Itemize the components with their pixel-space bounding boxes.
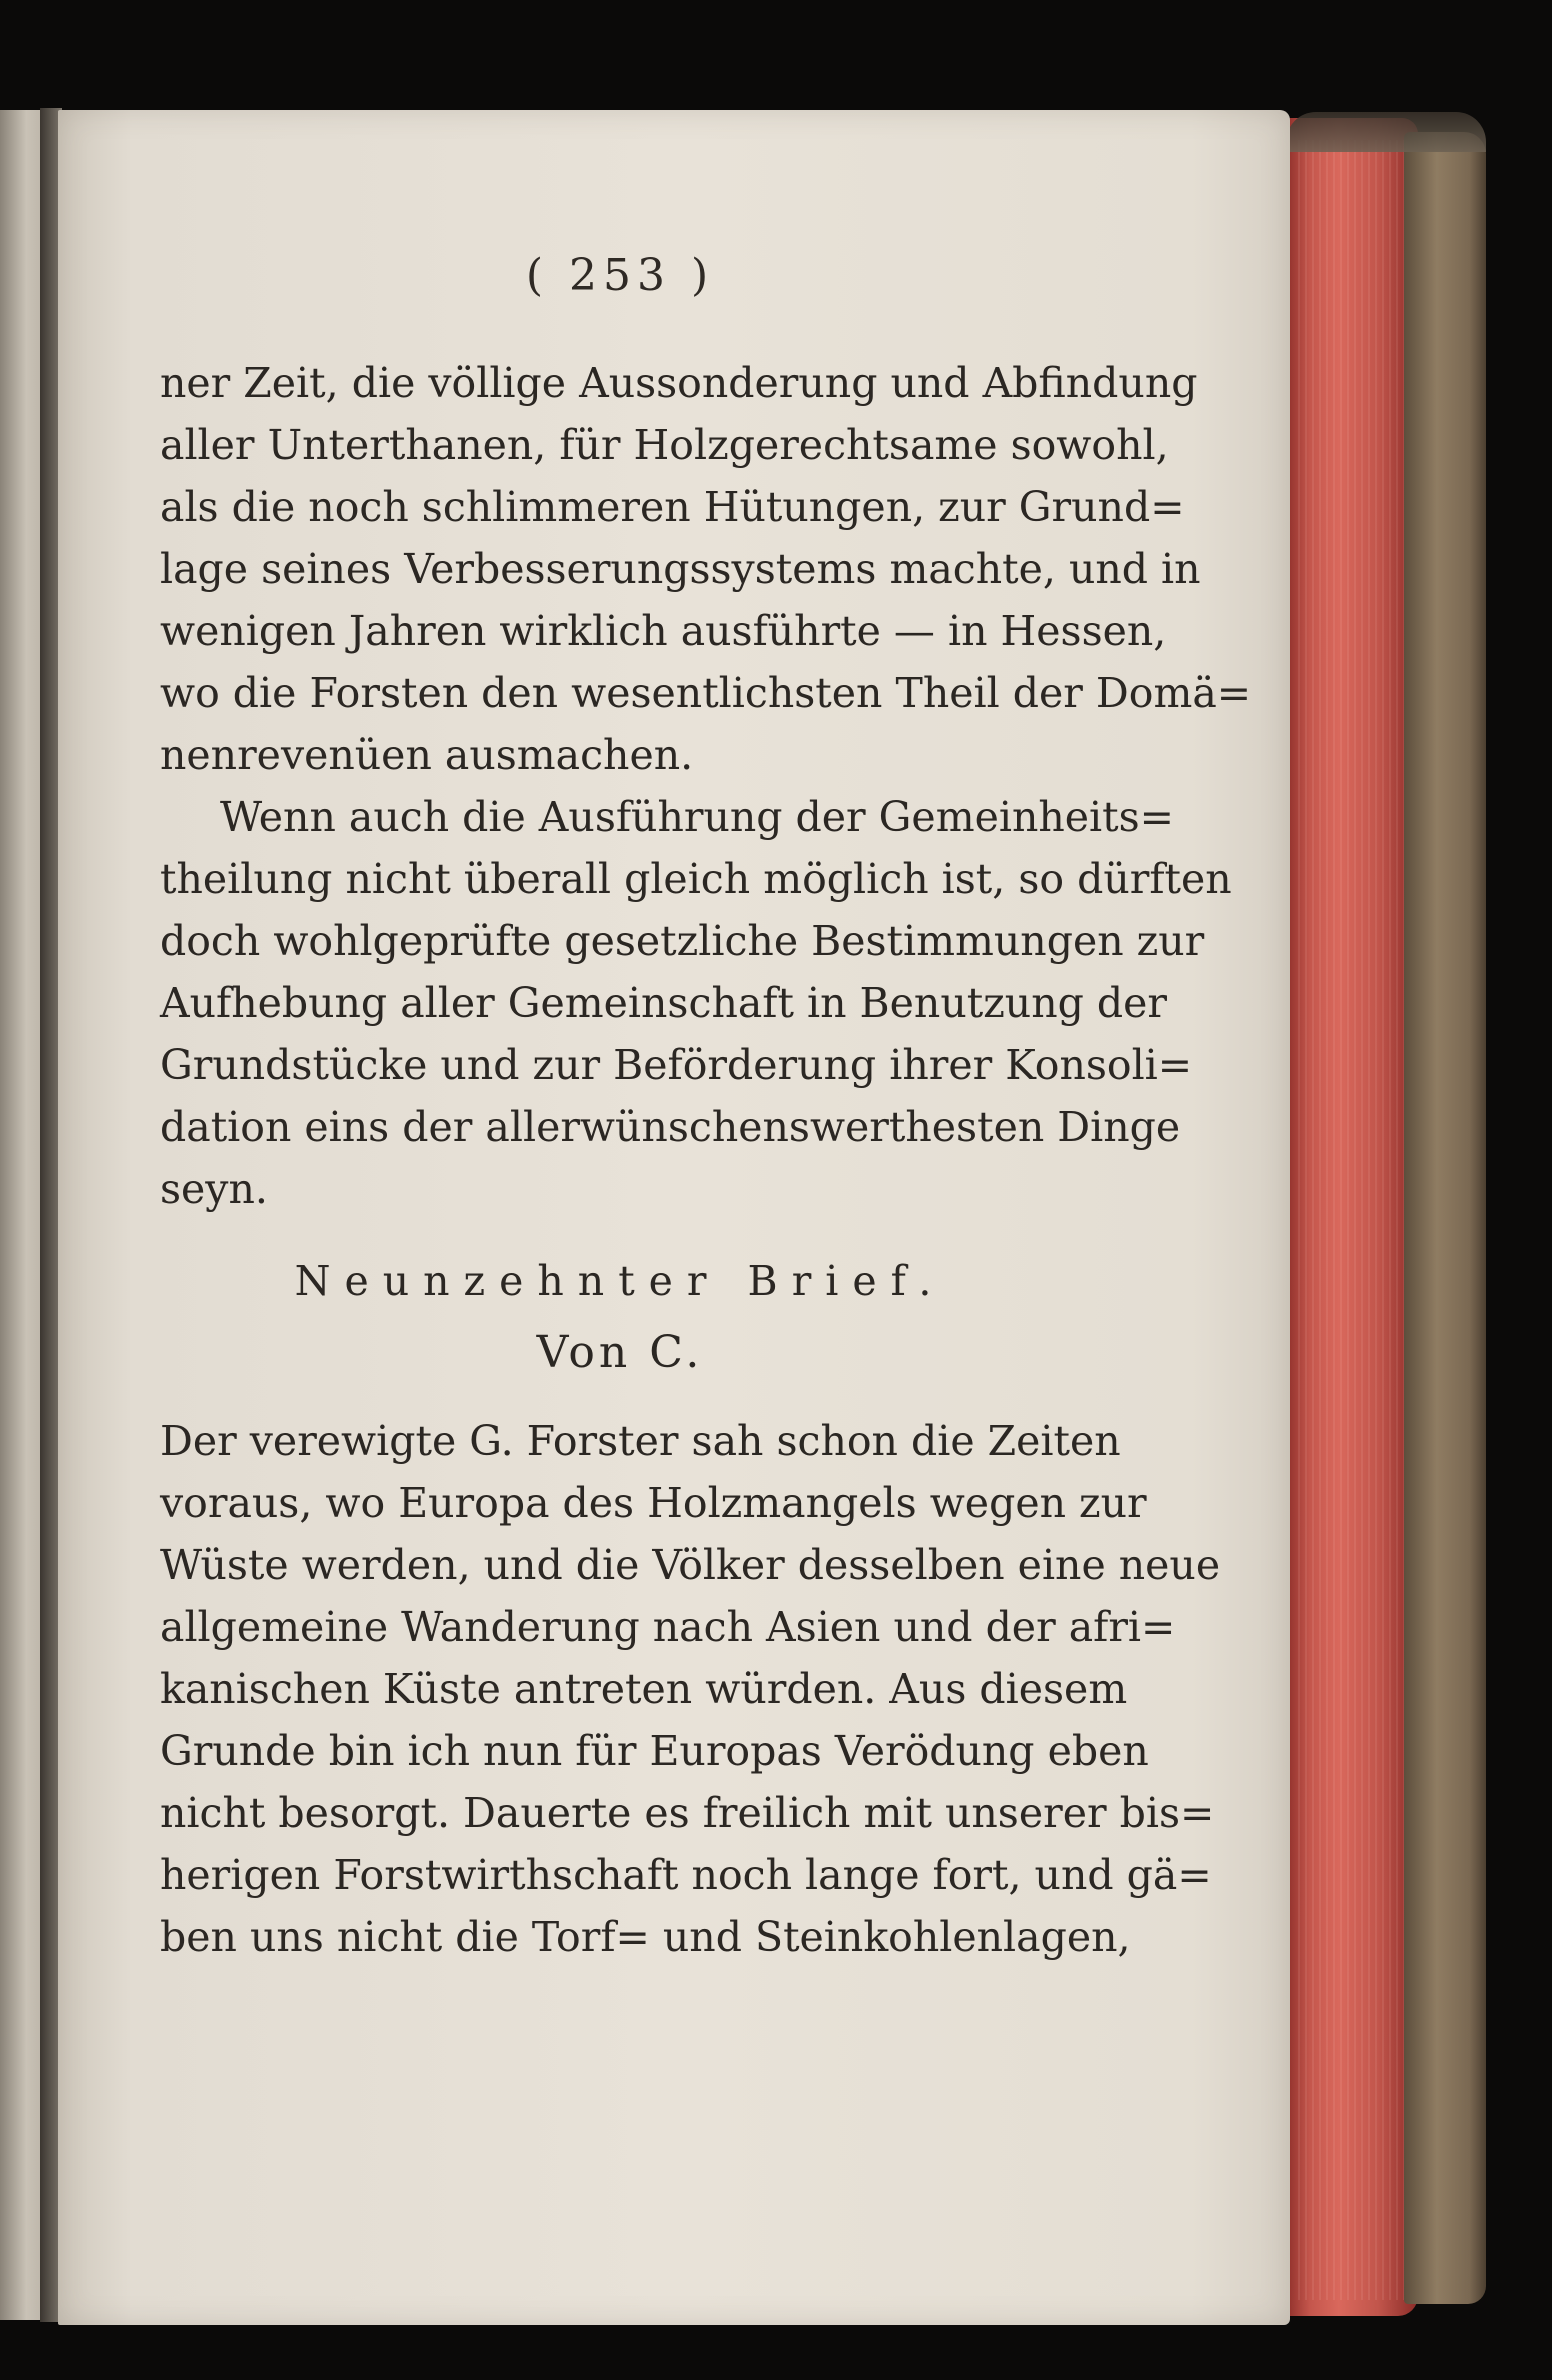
text-line: herigen Forstwirthschaft noch lange fort, und gä= [160, 1851, 1212, 1899]
text-line: Grundstücke und zur Beförderung ihrer Konsoli= [160, 1041, 1193, 1089]
text-line: Wenn auch die Ausführung der Gemeinheits= [220, 793, 1175, 841]
text-line: wo die Forsten den wesentlichsten Theil der Domä= [160, 669, 1252, 717]
letter-heading: Neunzehnter Brief. [294, 1257, 946, 1305]
text-line: dation eins der allerwünschenswerthesten Dinge [160, 1103, 1181, 1151]
text-line: Der verewigte G. Forster sah schon die Zeiten [160, 1417, 1121, 1465]
cover-top-edge [1286, 112, 1486, 152]
text-line: Wüste werden, und die Völker desselben eine neue [160, 1541, 1221, 1589]
text-line: wenigen Jahren wirklich ausführte — in Hessen, [160, 607, 1167, 655]
text-line: Grunde bin ich nun für Europas Verödung eben [160, 1727, 1149, 1775]
text-line: als die noch schlimmeren Hütungen, zur Grund= [160, 483, 1185, 531]
text-line: Aufhebung aller Gemeinschaft in Benutzung der [160, 979, 1168, 1027]
text-line: allgemeine Wanderung nach Asien und der afri= [160, 1603, 1176, 1651]
text-line: ben uns nicht die Torf= und Steinkohlenlagen, [160, 1913, 1131, 1961]
cover-board [1404, 132, 1486, 2304]
text-line: voraus, wo Europa des Holzmangels wegen zur [160, 1479, 1147, 1527]
text-line: doch wohlgeprüfte gesetzliche Bestimmungen zur [160, 917, 1205, 965]
text-line: theilung nicht überall gleich möglich ist, so dürften [160, 855, 1232, 903]
text-line: ner Zeit, die völlige Aussonderung und Abfindung [160, 359, 1198, 407]
text-line: lage seines Verbesserungssystems machte, und in [160, 545, 1201, 593]
text-line: seyn. [160, 1165, 268, 1213]
text-line: kanischen Küste antreten würden. Aus diesem [160, 1665, 1128, 1713]
text-line: nicht besorgt. Dauerte es freilich mit unserer bis= [160, 1789, 1215, 1837]
letter-author: Von C. [536, 1327, 704, 1378]
fore-edge-page-lines [1298, 140, 1408, 2300]
text-line: nenrevenüen ausmachen. [160, 731, 694, 779]
page-number: ( 253 ) [525, 250, 715, 301]
text-line: aller Unterthanen, für Holzgerechtsame sowohl, [160, 421, 1169, 469]
